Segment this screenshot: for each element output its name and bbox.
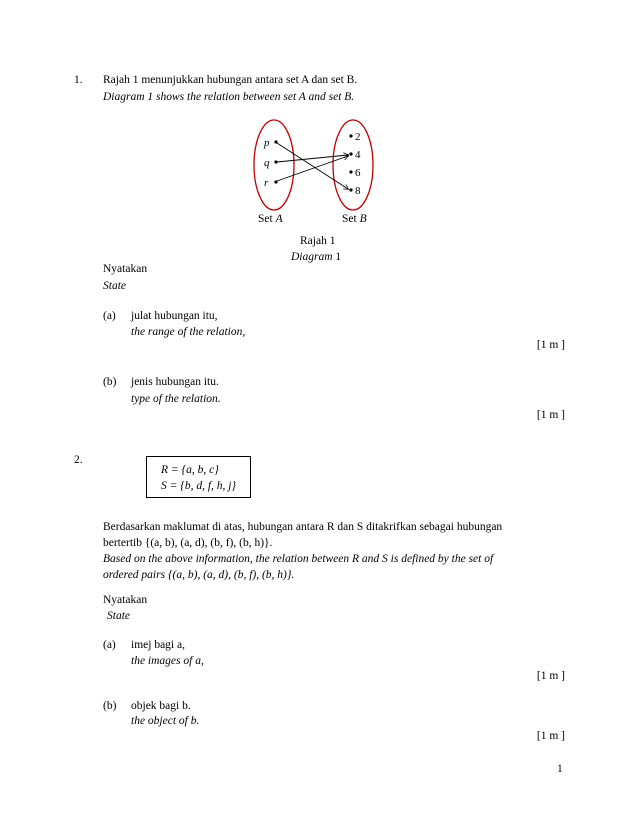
set-r-definition: R = {a, b, c} (161, 464, 219, 476)
set-a-element-r: r (264, 177, 269, 189)
question-2-body-en-line-2: ordered pairs {(a, b), (a, d), (b, f), (b, h)}. (103, 569, 295, 581)
question-1-intro-bm: Rajah 1 menunjukkan hubungan antara set A dan set B. (103, 74, 358, 86)
question-2a-en: the images of a, (131, 655, 204, 667)
set-b-label: Set B (342, 213, 367, 225)
set-b-dot-2 (349, 134, 352, 137)
question-1-state-en: State (103, 280, 126, 292)
question-1a-marks: [1 m ] (536, 339, 565, 351)
question-1b-en: type of the relation. (131, 393, 221, 405)
page-number: 1 (557, 763, 563, 775)
set-a-element-q: q (264, 157, 270, 169)
arrow-q-to-4 (277, 155, 348, 162)
question-1b-bm: jenis hubungan itu. (131, 376, 219, 388)
set-a-label: Set A (258, 213, 283, 225)
question-1b-marks: [1 m ] (536, 409, 565, 421)
set-b-dot-8 (349, 188, 352, 191)
question-1a-en: the range of the relation, (131, 326, 246, 338)
set-b-element-6: 6 (355, 167, 361, 179)
set-b-element-4: 4 (355, 149, 361, 161)
set-b-dot-6 (349, 170, 352, 173)
diagram-caption-bm: Rajah 1 (300, 235, 336, 247)
question-1-intro-en: Diagram 1 shows the relation between set A and set B. (103, 91, 355, 103)
arrow-p-to-8 (277, 143, 348, 189)
set-b-dot-4 (349, 152, 352, 155)
question-2a-label: (a) (103, 639, 116, 651)
question-1a-bm: julat hubungan itu, (131, 310, 218, 322)
arrow-r-to-4 (277, 156, 348, 181)
question-2-body-bm-line-2: bertertib {(a, b), (a, d), (b, f), (b, h)}. (103, 537, 273, 549)
question-2b-label: (b) (103, 700, 117, 712)
set-b-ellipse (333, 120, 373, 210)
question-2b-marks: [1 m ] (536, 730, 565, 742)
question-2a-marks: [1 m ] (536, 670, 565, 682)
question-2a-bm: imej bagi a, (131, 639, 185, 651)
set-a-ellipse (254, 120, 294, 210)
question-2-state-en: State (107, 610, 130, 622)
question-2b-en: the object of b. (131, 715, 200, 727)
question-2b-bm: objek bagi b. (131, 700, 191, 712)
question-1b-label: (b) (103, 376, 117, 388)
set-s-definition: S = {b, d, f, h, j} (161, 480, 237, 492)
question-1-number: 1. (74, 74, 83, 86)
question-2-state-bm: Nyatakan (103, 594, 148, 606)
sets-box (146, 456, 251, 498)
question-1-state-bm: Nyatakan (103, 263, 148, 275)
set-b-element-2: 2 (355, 131, 361, 143)
question-2-body-bm-line-1: Berdasarkan maklumat di atas, hubungan antara R dan S ditakrifkan sebagai hubungan (103, 521, 503, 533)
set-b-element-8: 8 (355, 185, 361, 197)
question-2-number: 2. (74, 454, 83, 466)
question-2-body-en-line-1: Based on the above information, the relation between R and S is defined by the set of (103, 553, 494, 565)
diagram-caption-en: Diagram 1 (291, 251, 342, 263)
set-a-element-p: p (264, 137, 270, 149)
question-1a-label: (a) (103, 310, 116, 322)
